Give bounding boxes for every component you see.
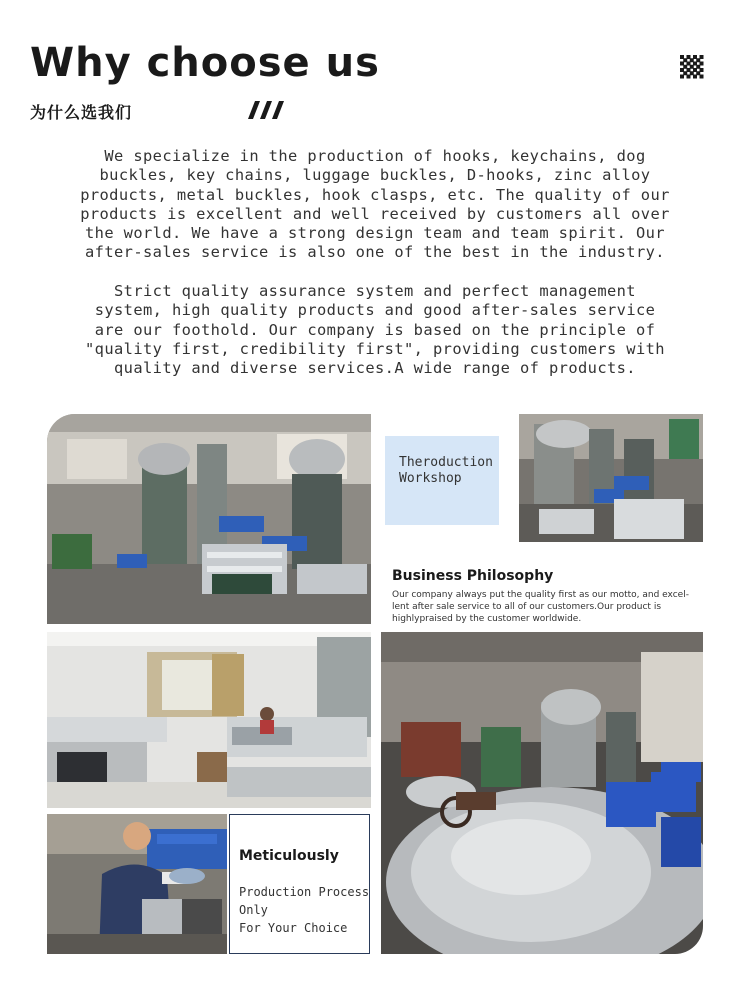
business-philosophy-text: Our company always put the quality first as our motto, and excel-lent after sale service to all of our customers.Our product is highlypraised by the customer worldwide. (392, 590, 689, 624)
meticulously-line-1: Production Process (239, 885, 370, 899)
workshop-label-box (385, 436, 499, 525)
business-philosophy-title: Business Philosophy (392, 568, 554, 584)
intro-paragraph-1: We specialize in the production of hooks, keychains, dog buckles, key chains, luggage buckles, D-hooks, zinc alloy products, metal buckles, hook clasps, etc. The quality of our products is excellent and well received by customers all over the world. We have a strong design team and team spirit. Our after-sales service is also one of the best in the industry. (80, 147, 670, 262)
meticulously-box (229, 814, 370, 954)
meticulously-lines (239, 883, 369, 937)
workshop-label: Theroduction Workshop (399, 455, 493, 486)
workshop-machines-photo (519, 414, 703, 542)
worker-photo (47, 814, 227, 954)
office-photo (47, 632, 371, 808)
metal-parts-pile-photo (381, 632, 703, 954)
factory-floor-photo (47, 414, 371, 624)
intro-paragraph-2: Strict quality assurance system and perfect management system, high quality products and good after-sales service are our foothold. Our company is based on the principle of "quality first, credibility first", providing customers with quality and diverse services.A wide range of products. (85, 282, 665, 378)
page-title: Why choose us (30, 40, 380, 86)
page-subtitle: 为什么选我们 (30, 103, 133, 122)
meticulously-line-3: For Your Choice (239, 921, 348, 935)
meticulously-line-2: Only (239, 903, 268, 917)
meticulously-title: Meticulously (239, 848, 339, 864)
dot-grid-icon (680, 55, 704, 79)
slash-decoration-icon (248, 101, 286, 119)
